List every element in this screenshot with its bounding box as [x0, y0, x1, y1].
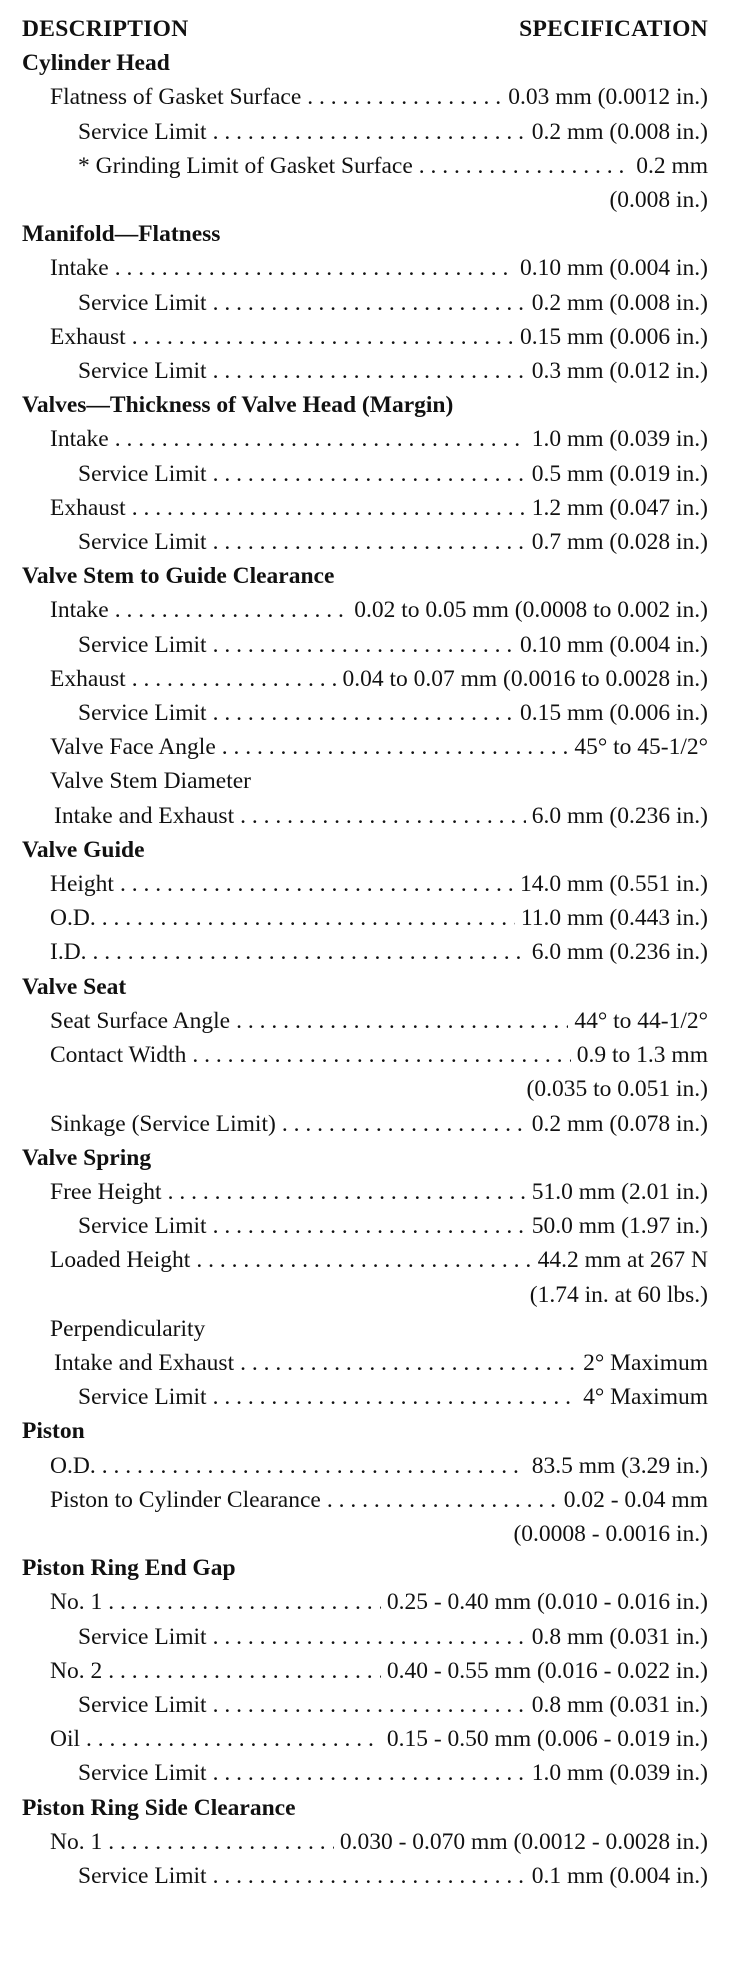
spec-value: 0.030 - 0.070 mm (0.0012 - 0.0028 in.) [339, 1828, 708, 1855]
spec-value: 0.02 - 0.04 mm [563, 1486, 708, 1513]
spec-label: Exhaust [50, 494, 126, 521]
spec-row [22, 628, 708, 662]
spec-value: 0.40 - 0.55 mm (0.016 - 0.022 in.) [386, 1657, 708, 1684]
spec-label: Exhaust [50, 323, 126, 350]
specification-heading: SPECIFICATION [519, 16, 708, 42]
spec-label: Service Limit [78, 631, 207, 658]
spec-row [22, 662, 708, 696]
section-title-valve-guide: Valve Guide [22, 836, 145, 863]
section-title-manifold: Manifold—Flatness [22, 221, 221, 248]
spec-label: Service Limit [78, 1691, 207, 1718]
spec-label: Service Limit [78, 118, 207, 145]
spec-value: 50.0 mm (1.97 in.) [531, 1213, 708, 1240]
spec-label: Intake [50, 426, 109, 453]
spec-value: 1.0 mm (0.039 in.) [531, 1760, 708, 1787]
spec-value: 0.02 to 0.05 mm (0.0008 to 0.002 in.) [354, 597, 708, 624]
spec-row [22, 730, 708, 764]
spec-label: Service Limit [78, 1760, 207, 1787]
spec-value: 83.5 mm (3.29 in.) [531, 1452, 708, 1479]
spec-value: 2° Maximum [583, 1349, 708, 1376]
spec-row [22, 1620, 708, 1654]
spec-label: Loaded Height [50, 1247, 191, 1274]
spec-row [22, 1346, 708, 1380]
spec-label: Exhaust [50, 665, 126, 692]
spec-row [22, 525, 708, 559]
spec-row [22, 149, 708, 183]
section-title-ring-side-clearance: Piston Ring Side Clearance [22, 1794, 296, 1821]
spec-label: Service Limit [78, 1213, 207, 1240]
spec-value: 44° to 44-1/2° [574, 1007, 708, 1034]
description-heading: DESCRIPTION [22, 16, 189, 42]
spec-value: 0.2 mm (0.078 in.) [531, 1110, 708, 1137]
spec-label: Seat Surface Angle [50, 1007, 231, 1034]
spec-label: Sinkage (Service Limit) [50, 1110, 276, 1137]
spec-row [22, 696, 708, 730]
spec-label: No. 1 [50, 1589, 103, 1616]
spec-value: 0.7 mm (0.028 in.) [531, 529, 708, 556]
spec-label: Service Limit [78, 1384, 207, 1411]
spec-label: O.D. [50, 1452, 96, 1479]
spec-row [22, 1825, 708, 1859]
spec-row [22, 1859, 708, 1893]
spec-row [22, 354, 708, 388]
spec-value: 0.1 mm (0.004 in.) [531, 1862, 708, 1889]
spec-row [22, 1243, 708, 1277]
spec-row [22, 1722, 708, 1756]
spec-row [22, 1004, 708, 1038]
spec-label: O.D. [50, 905, 96, 932]
spec-label: Contact Width [50, 1042, 187, 1069]
spec-label: Service Limit [78, 529, 207, 556]
spec-row [22, 320, 708, 354]
spec-value-continuation: (1.74 in. at 60 lbs.) [529, 1281, 708, 1308]
spec-value: 6.0 mm (0.236 in.) [531, 802, 708, 829]
section-title-valve-spring: Valve Spring [22, 1144, 152, 1171]
spec-value: 0.9 to 1.3 mm [576, 1042, 708, 1069]
spec-row [22, 1038, 708, 1072]
spec-value: 0.2 mm [636, 152, 708, 179]
spec-row [22, 115, 708, 149]
spec-label: Piston to Cylinder Clearance [50, 1486, 321, 1513]
spec-value: 0.15 - 0.50 mm (0.006 - 0.019 in.) [386, 1726, 708, 1753]
spec-row [22, 901, 708, 935]
spec-label: Intake and Exhaust [54, 802, 235, 829]
spec-value-continuation: (0.0008 - 0.0016 in.) [513, 1520, 708, 1547]
spec-row [22, 1483, 708, 1517]
spec-label: Service Limit [78, 1623, 207, 1650]
section-title-piston: Piston [22, 1418, 85, 1445]
spec-label: Service Limit [78, 460, 207, 487]
section-title-valve-seat: Valve Seat [22, 973, 127, 1000]
spec-value: 4° Maximum [583, 1384, 708, 1411]
spec-row [22, 1107, 708, 1141]
spec-label: Free Height [50, 1178, 162, 1205]
spec-label: Valve Face Angle [50, 734, 216, 761]
spec-value: 0.2 mm (0.008 in.) [531, 289, 708, 316]
spec-label: No. 1 [50, 1828, 103, 1855]
table-header [22, 12, 708, 46]
specification-sheet [22, 12, 708, 1893]
spec-row [22, 1209, 708, 1243]
spec-row [22, 799, 708, 833]
spec-value: 14.0 mm (0.551 in.) [520, 871, 708, 898]
spec-value-continuation: (0.035 to 0.051 in.) [526, 1076, 708, 1103]
spec-row [22, 80, 708, 114]
section-title-valves: Valves—Thickness of Valve Head (Margin) [22, 392, 454, 419]
spec-value: 0.5 mm (0.019 in.) [531, 460, 708, 487]
subsection-label: Valve Stem Diameter [50, 768, 251, 795]
spec-value: 44.2 mm at 267 N [537, 1247, 708, 1274]
spec-row [22, 457, 708, 491]
spec-label: No. 2 [50, 1657, 103, 1684]
spec-value: 0.10 mm (0.004 in.) [520, 631, 708, 658]
spec-value: 0.15 mm (0.006 in.) [520, 700, 708, 727]
spec-label: Service Limit [78, 700, 207, 727]
section-title-cylinder-head: Cylinder Head [22, 50, 170, 77]
spec-row [22, 593, 708, 627]
spec-label: Oil [50, 1726, 81, 1753]
spec-value: 6.0 mm (0.236 in.) [531, 939, 708, 966]
spec-value: 0.2 mm (0.008 in.) [531, 118, 708, 145]
spec-label: Intake and Exhaust [54, 1349, 235, 1376]
spec-label: Service Limit [78, 1862, 207, 1889]
spec-value: 0.8 mm (0.031 in.) [531, 1623, 708, 1650]
spec-value-continuation: (0.008 in.) [609, 187, 708, 214]
spec-label: Service Limit [78, 289, 207, 316]
spec-value: 0.04 to 0.07 mm (0.0016 to 0.0028 in.) [342, 665, 708, 692]
spec-value: 0.15 mm (0.006 in.) [520, 323, 708, 350]
spec-row [22, 1380, 708, 1414]
spec-value: 0.3 mm (0.012 in.) [531, 358, 708, 385]
spec-row [22, 935, 708, 969]
spec-row [22, 422, 708, 456]
spec-row [22, 1756, 708, 1790]
spec-label: I.D. [50, 939, 87, 966]
spec-row [22, 1654, 708, 1688]
spec-row [22, 286, 708, 320]
spec-value: 1.0 mm (0.039 in.) [531, 426, 708, 453]
subsection-label: Perpendicularity [50, 1315, 206, 1342]
spec-value: 0.10 mm (0.004 in.) [520, 255, 708, 282]
spec-label: Flatness of Gasket Surface [50, 84, 302, 111]
spec-value: 0.03 mm (0.0012 in.) [508, 84, 708, 111]
spec-row [22, 867, 708, 901]
spec-label: Service Limit [78, 358, 207, 385]
spec-row [22, 491, 708, 525]
spec-row [22, 1688, 708, 1722]
spec-row [22, 1585, 708, 1619]
spec-value: 51.0 mm (2.01 in.) [531, 1178, 708, 1205]
section-title-ring-end-gap: Piston Ring End Gap [22, 1555, 236, 1582]
spec-value: 0.25 - 0.40 mm (0.010 - 0.016 in.) [386, 1589, 708, 1616]
spec-label: * Grinding Limit of Gasket Surface [78, 152, 413, 179]
spec-row [22, 251, 708, 285]
spec-value: 1.2 mm (0.047 in.) [531, 494, 708, 521]
spec-row [22, 1449, 708, 1483]
spec-value: 45° to 45-1/2° [574, 734, 708, 761]
spec-label: Intake [50, 255, 109, 282]
spec-label: Intake [50, 597, 109, 624]
spec-value: 11.0 mm (0.443 in.) [520, 905, 708, 932]
section-title-stem-guide: Valve Stem to Guide Clearance [22, 563, 335, 590]
spec-value: 0.8 mm (0.031 in.) [531, 1691, 708, 1718]
spec-label: Height [50, 871, 114, 898]
spec-row [22, 1175, 708, 1209]
